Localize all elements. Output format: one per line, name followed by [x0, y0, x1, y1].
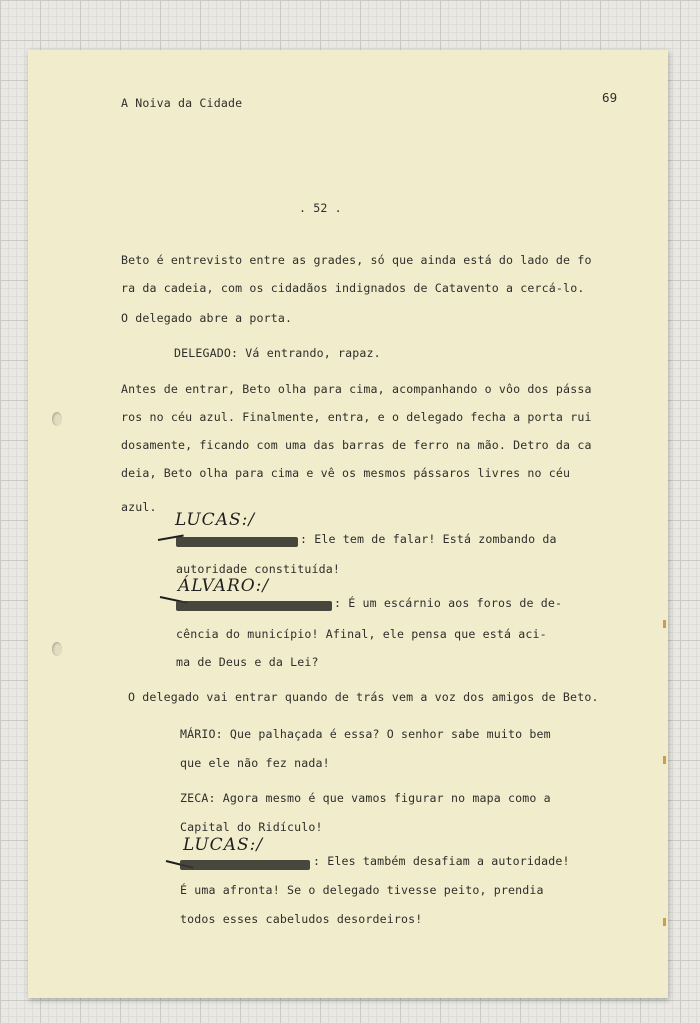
edge-stain — [663, 756, 666, 764]
dialogue-line: : Eles também desafiam a autoridade! — [313, 854, 570, 868]
dialogue-line: MÁRIO: Que palhaçada é essa? O senhor sabe muito bem — [180, 727, 551, 741]
handwritten-correction: LUCAS:/ — [183, 835, 264, 855]
text-line: dosamente, ficando com uma das barras de ferro na mão. Detro da ca — [121, 438, 592, 452]
text-line: O delegado vai entrar quando de trás vem a voz dos amigos de Beto. — [128, 690, 599, 704]
dialogue-line: que ele não fez nada! — [180, 756, 330, 770]
dialogue-line: ma de Deus e da Lei? — [176, 655, 319, 669]
dialogue-line: É uma afronta! Se o delegado tivesse peito, prendia — [180, 883, 544, 897]
dialogue-line: cência do município! Afinal, ele pensa que está aci- — [176, 627, 547, 641]
struck-out-speaker — [176, 601, 332, 611]
edge-stain — [663, 918, 666, 926]
text-line: deia, Beto olha para cima e vê os mesmos pássaros livres no céu — [121, 466, 571, 480]
text-line: ros no céu azul. Finalmente, entra, e o delegado fecha a porta rui — [121, 410, 592, 424]
dialogue-line: DELEGADO: Vá entrando, rapaz. — [174, 346, 381, 360]
struck-out-speaker — [180, 860, 310, 870]
dialogue-line: ZECA: Agora mesmo é que vamos figurar no mapa como a — [180, 791, 551, 805]
text-line: Antes de entrar, Beto olha para cima, acompanhando o vôo dos pássa — [121, 382, 592, 396]
text-line: O delegado abre a porta. — [121, 311, 293, 325]
running-title: A Noiva da Cidade — [121, 96, 243, 110]
dialogue-line: : Ele tem de falar! Está zombando da — [300, 532, 557, 546]
dialogue-line: autoridade constituída! — [176, 562, 340, 576]
handwritten-correction: ÁLVARO:/ — [178, 576, 270, 596]
text-line: ra da cadeia, com os cidadãos indignados de Catavento a cercá-lo. — [121, 281, 585, 295]
dialogue-line: : É um escárnio aos foros de de- — [334, 596, 563, 610]
text-line: Beto é entrevisto entre as grades, só que ainda está do lado de fo — [121, 253, 592, 267]
scene-number: . 52 . — [299, 201, 342, 215]
struck-out-speaker — [176, 537, 298, 547]
handwritten-correction: LUCAS:/ — [175, 510, 256, 530]
punch-hole — [52, 412, 62, 426]
text-line: azul. — [121, 500, 157, 514]
page-number: 69 — [602, 90, 618, 105]
dialogue-line: Capital do Ridículo! — [180, 820, 323, 834]
edge-stain — [663, 620, 666, 628]
punch-hole — [52, 642, 62, 656]
dialogue-line: todos esses cabeludos desordeiros! — [180, 912, 423, 926]
typewritten-page — [28, 50, 668, 998]
